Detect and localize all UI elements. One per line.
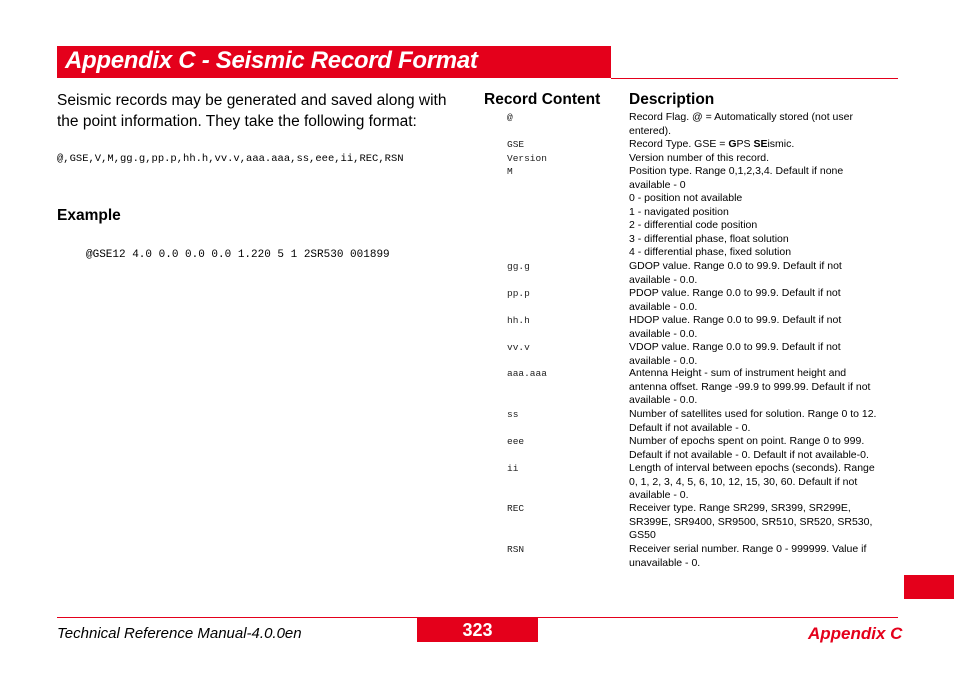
example-heading: Example [57, 207, 121, 224]
column-header-description: Description [629, 91, 715, 108]
page-title: Appendix C - Seismic Record Format [65, 47, 478, 74]
record-description: Receiver serial number. Range 0 - 999999. Value if unavailable - 0. [629, 543, 867, 569]
record-description: Length of interval between epochs (seconds). Range 0, 1, 2, 3, 4, 5, 6, 10, 12, 15, 30, 60. Default if not available - 0. [629, 462, 875, 501]
record-code: aaa.aaa [507, 368, 547, 379]
record-description: Record Type. GSE = GPS SEismic. [629, 138, 795, 150]
record-code: eee [507, 436, 525, 447]
record-code: ii [507, 463, 519, 474]
intro-line: Seismic records may be generated and saved along with [57, 92, 447, 109]
page-number-box [417, 618, 538, 642]
record-description: Record Flag. @ = Automatically stored (not user entered). [629, 111, 853, 137]
record-description: GDOP value. Range 0.0 to 99.9. Default if not available - 0.0. [629, 260, 842, 286]
format-string: @,GSE,V,M,gg.g,pp.p,hh.h,vv.v,aaa.aaa,ss,eee,ii,REC,RSN [57, 153, 404, 165]
record-code: ss [507, 409, 519, 420]
record-description: Version number of this record. [629, 152, 770, 164]
manual-title: Technical Reference Manual-4.0.0en [57, 625, 302, 642]
intro-paragraph [57, 90, 477, 132]
title-rule [611, 78, 898, 79]
record-code: M [507, 166, 513, 177]
record-code: RSN [507, 544, 525, 555]
record-description: Number of epochs spent on point. Range 0 to 999. Default if not available - 0. Default if not available-0. [629, 435, 869, 461]
record-description: PDOP value. Range 0.0 to 99.9. Default if not available - 0.0. [629, 287, 841, 313]
record-code: REC [507, 503, 525, 514]
record-description: Antenna Height - sum of instrument height and antenna offset. Range -99.9 to 999.99. Default if not available - 0.0. [629, 367, 871, 406]
record-code: Version [507, 153, 547, 164]
record-code: gg.g [507, 261, 530, 272]
intro-line: the point information. They take the following format: [57, 113, 417, 130]
record-code: hh.h [507, 315, 530, 326]
record-code: @ [507, 112, 513, 123]
record-code: pp.p [507, 288, 530, 299]
record-code: GSE [507, 139, 525, 150]
section-side-tab [904, 575, 954, 599]
page-number: 323 [462, 620, 493, 640]
column-header-record-content: Record Content [484, 91, 601, 108]
record-code: vv.v [507, 342, 530, 353]
record-description: Receiver type. Range SR299, SR399, SR299E, SR399E, SR9400, SR9500, SR510, SR520, SR530, GS50 [629, 502, 873, 541]
record-description: VDOP value. Range 0.0 to 99.9. Default if not available - 0.0. [629, 341, 841, 367]
title-bar [57, 46, 611, 78]
section-label: Appendix C [808, 624, 903, 643]
record-description: Number of satellites used for solution. Range 0 to 12. Default if not available - 0. [629, 408, 877, 434]
example-record: @GSE12 4.0 0.0 0.0 0.0 1.220 5 1 2SR530 001899 [86, 249, 390, 261]
record-description: Position type. Range 0,1,2,3,4. Default if none available - 0 0 - position not available 1 - navigated position 2 - differential code position 3 - differential phase, float solution 4 - differential phase, fixed solution [629, 165, 844, 258]
record-description: HDOP value. Range 0.0 to 99.9. Default if not available - 0.0. [629, 314, 842, 340]
